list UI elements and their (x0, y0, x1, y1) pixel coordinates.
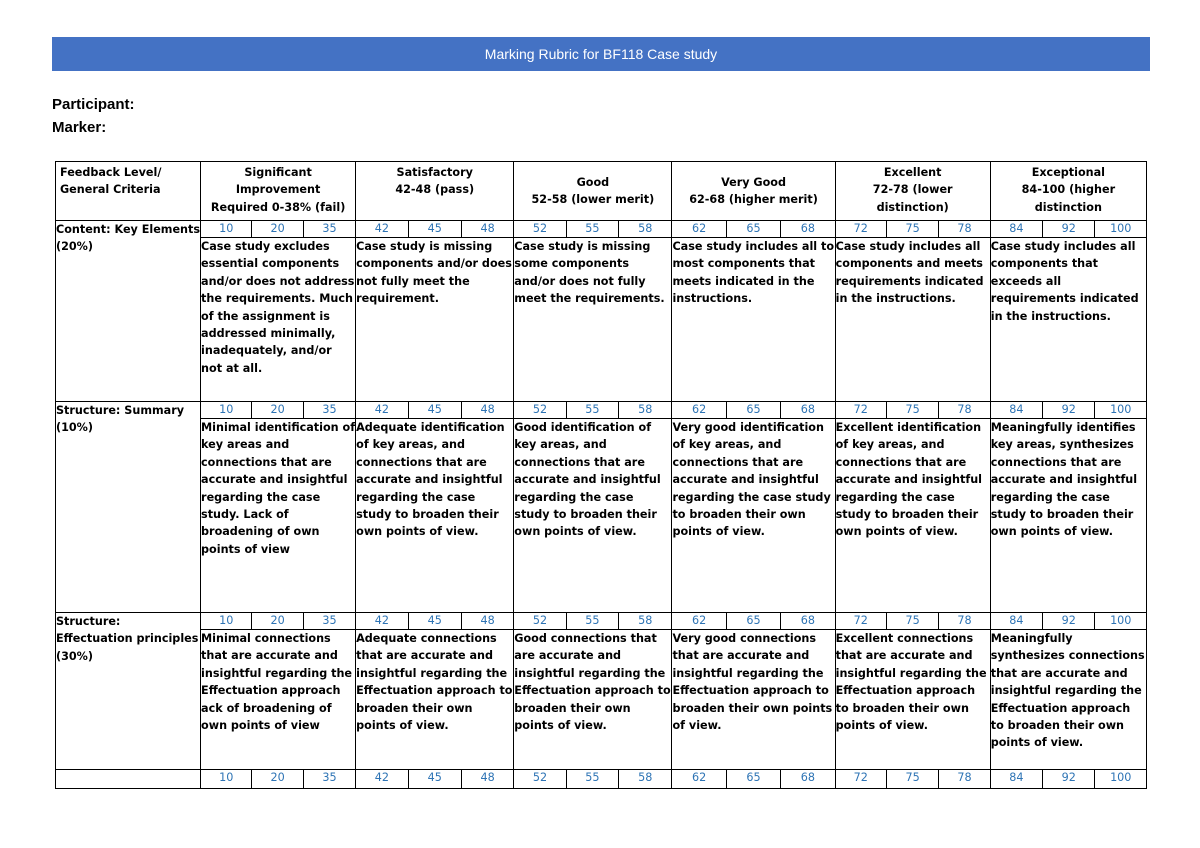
score-cell: 68 (781, 221, 835, 238)
criterion-content: Content: Key Elements (20%) (56, 221, 201, 402)
score-cell: 65 (726, 770, 780, 789)
score-cell: 10 (201, 221, 252, 238)
score-cell: 42 (356, 221, 408, 238)
score-cell: 78 (939, 613, 990, 630)
header-row (56, 162, 1147, 221)
score-cell: 55 (566, 221, 618, 238)
score-cell: 78 (939, 770, 990, 789)
score-cell: 78 (939, 221, 990, 238)
score-cell: 48 (461, 221, 513, 238)
empty-criterion-cell (56, 770, 201, 789)
score-cell: 62 (672, 402, 726, 419)
score-cell: 45 (408, 770, 461, 789)
score-cell: 92 (1043, 402, 1095, 419)
score-cell: 58 (619, 402, 672, 419)
score-cell: 100 (1095, 770, 1147, 789)
descriptor-cell: Adequate identification of key areas, and connections that are accurate and insightful regarding the case study to broaden their own points of view. (356, 419, 514, 613)
score-cell: 42 (356, 402, 408, 419)
score-cell: 20 (252, 613, 303, 630)
score-row (56, 221, 1147, 238)
score-row (56, 402, 1147, 419)
score-cell: 55 (566, 770, 618, 789)
rubric-title: Marking Rubric for BF118 Case study (52, 37, 1150, 71)
score-cell: 10 (201, 402, 252, 419)
score-cell: 20 (252, 770, 303, 789)
descriptor-row (56, 630, 1147, 770)
score-cell: 75 (886, 613, 938, 630)
score-cell: 45 (408, 221, 461, 238)
descriptor-cell: Excellent identification of key areas, and connections that are accurate and insightful regarding the case study to broaden their own points of view. (835, 419, 990, 613)
descriptor-cell: Case study includes all components and meets requirements indicated in the instructions. (835, 238, 990, 402)
descriptor-cell: Very good identification of key areas, and connections that are accurate and insightful regarding the case study to broaden their own points of view. (672, 419, 835, 613)
score-cell: 100 (1095, 613, 1147, 630)
score-cell: 100 (1095, 402, 1147, 419)
score-cell: 92 (1043, 221, 1095, 238)
descriptor-row (56, 419, 1147, 613)
score-cell: 58 (619, 613, 672, 630)
score-cell: 84 (990, 402, 1042, 419)
participant-label: Participant: (52, 96, 135, 113)
score-cell: 65 (726, 221, 780, 238)
descriptor-cell: Meaningfully synthesizes connections that are accurate and insightful regarding the Effectuation approach to broaden their own points of view. (990, 630, 1146, 770)
score-row (56, 613, 1147, 630)
score-cell: 58 (619, 770, 672, 789)
descriptor-cell: Case study excludes essential components and/or does not address the requirements. Much of the assignment is addressed minimally, inadequately, and/or not at all. (201, 238, 356, 402)
descriptor-cell: Case study is missing some components and/or does not fully meet the requirements. (514, 238, 672, 402)
score-cell: 62 (672, 770, 726, 789)
score-cell: 48 (461, 402, 513, 419)
score-cell: 65 (726, 613, 780, 630)
descriptor-cell: Meaningfully identifies key areas, synthesizes connections that are accurate and insightful regarding the case study to broaden their own points of view. (990, 419, 1146, 613)
score-cell: 72 (835, 613, 886, 630)
score-row (56, 770, 1147, 789)
rubric-table (55, 161, 1147, 789)
header-level-satisfactory: Satisfactory 42-48 (pass) (356, 162, 514, 221)
score-cell: 10 (201, 770, 252, 789)
score-cell: 35 (303, 402, 355, 419)
score-cell: 62 (672, 221, 726, 238)
score-cell: 35 (303, 770, 355, 789)
score-cell: 75 (886, 770, 938, 789)
descriptor-cell: Good connections that are accurate and insightful regarding the Effectuation approach to broaden their own points of view. (514, 630, 672, 770)
descriptor-cell: Adequate connections that are accurate and insightful regarding the Effectuation approach to broaden their own points of view. (356, 630, 514, 770)
score-cell: 55 (566, 402, 618, 419)
score-cell: 100 (1095, 221, 1147, 238)
score-cell: 35 (303, 221, 355, 238)
score-cell: 45 (408, 613, 461, 630)
header-level-significant: Significant Improvement Required 0-38% (fail) (201, 162, 356, 221)
score-cell: 65 (726, 402, 780, 419)
score-cell: 84 (990, 770, 1042, 789)
score-cell: 55 (566, 613, 618, 630)
criterion-effectuation: Structure: Effectuation principles (30%) (56, 613, 201, 770)
marker-label: Marker: (52, 119, 107, 136)
header-criteria: Feedback Level/ General Criteria (56, 162, 201, 221)
score-cell: 62 (672, 613, 726, 630)
descriptor-cell: Very good connections that are accurate and insightful regarding the Effectuation approach to broaden their own points of view. (672, 630, 835, 770)
score-cell: 75 (886, 221, 938, 238)
score-cell: 84 (990, 221, 1042, 238)
descriptor-cell: Good identification of key areas, and connections that are accurate and insightful regarding the case study to broaden their own points of view. (514, 419, 672, 613)
score-cell: 72 (835, 402, 886, 419)
descriptor-cell: Case study is missing components and/or does not fully meet the requirement. (356, 238, 514, 402)
score-cell: 92 (1043, 770, 1095, 789)
score-cell: 20 (252, 221, 303, 238)
score-cell: 42 (356, 613, 408, 630)
score-cell: 68 (781, 402, 835, 419)
header-level-excellent: Excellent 72-78 (lower distinction) (835, 162, 990, 221)
descriptor-cell: Minimal connections that are accurate and insightful regarding the Effectuation approach ack of broadening of own points of view (201, 630, 356, 770)
descriptor-cell: Case study includes all components that exceeds all requirements indicated in the instructions. (990, 238, 1146, 402)
score-cell: 75 (886, 402, 938, 419)
score-cell: 35 (303, 613, 355, 630)
header-level-very-good: Very Good 62-68 (higher merit) (672, 162, 835, 221)
score-cell: 68 (781, 770, 835, 789)
score-cell: 42 (356, 770, 408, 789)
score-cell: 52 (514, 613, 566, 630)
score-cell: 52 (514, 402, 566, 419)
score-cell: 72 (835, 770, 886, 789)
score-cell: 48 (461, 613, 513, 630)
score-cell: 52 (514, 221, 566, 238)
criterion-summary: Structure: Summary (10%) (56, 402, 201, 613)
descriptor-row (56, 238, 1147, 402)
header-level-good: Good 52-58 (lower merit) (514, 162, 672, 221)
descriptor-cell: Minimal identification of key areas and connections that are accurate and insightful regarding the case study. Lack of broadening of own points of view (201, 419, 356, 613)
score-cell: 10 (201, 613, 252, 630)
descriptor-cell: Case study includes all to most components that meets indicated in the instructions. (672, 238, 835, 402)
score-cell: 45 (408, 402, 461, 419)
score-cell: 68 (781, 613, 835, 630)
score-cell: 20 (252, 402, 303, 419)
score-cell: 72 (835, 221, 886, 238)
score-cell: 48 (461, 770, 513, 789)
descriptor-cell: Excellent connections that are accurate and insightful regarding the Effectuation approach to broaden their own points of view. (835, 630, 990, 770)
header-level-exceptional: Exceptional 84-100 (higher distinction (990, 162, 1146, 221)
score-cell: 52 (514, 770, 566, 789)
score-cell: 78 (939, 402, 990, 419)
score-cell: 92 (1043, 613, 1095, 630)
score-cell: 58 (619, 221, 672, 238)
score-cell: 84 (990, 613, 1042, 630)
